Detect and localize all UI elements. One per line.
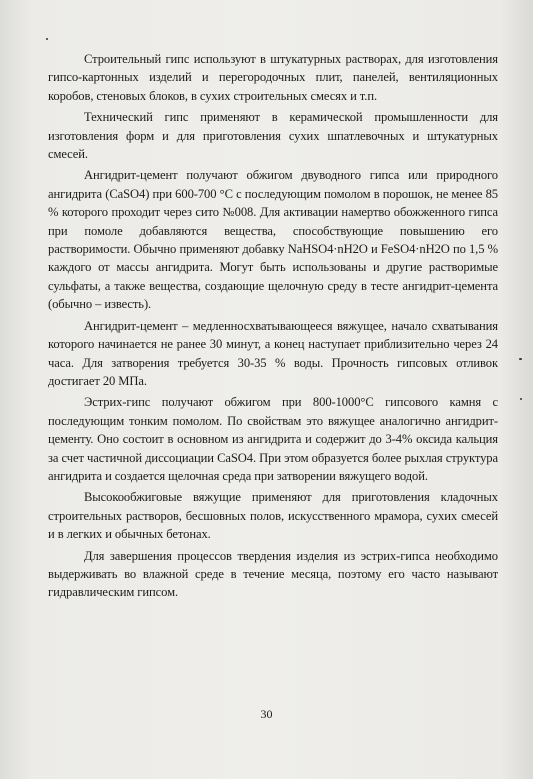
page-number: 30: [260, 707, 273, 721]
paragraph: Ангидрит-цемент получают обжигом двуводного гипса или природного ангидрита (CaSO4) при 600-700 °С с последующим помолом в порошок, не менее 85 % которого проходит через сито №008. Для активации намертво обожженного гипса при помоле добавляются вещества, способствующие повышению его растворимости. Обычно применяют добавку NaHSO4·nH2O и FeSO4·nH2O по 1,5 % каждого от массы ангидрита. Могут быть использованы и другие растворимые сульфаты, а также вещества, создающие щелочную среду в тесте ангидрит-цемента (обычно – известь).: [48, 168, 498, 312]
scan-speck: [46, 38, 48, 40]
scan-speck: [519, 358, 522, 360]
paragraph: Высокообжиговые вяжущие применяют для приготовления кладочных строительных растворов, бесшовных полов, искусственного мрамора, сухих смесей и в легких и обычных бетонах.: [48, 490, 498, 542]
scan-speck: [520, 398, 522, 400]
paragraph: Технический гипс применяют в керамической промышленности для изготовления форм и для приготовления сухих шпатлевочных и штукатурных смесей.: [48, 110, 498, 162]
body-text: [48, 50, 498, 604]
paragraph: Для завершения процессов твердения изделия из эстрих-гипса необходимо выдерживать во влажной среде в течение месяца, поэтому его часто называют гидравлическим гипсом.: [48, 548, 498, 600]
paragraph: Строительный гипс используют в штукатурных растворах, для изготовления гипсо-картонных изделий и перегородочных плит, панелей, вентиляционных коробов, стеновых блоков, в сухих строительных смесях и т.п.: [48, 52, 498, 103]
paragraph: Эстрих-гипс получают обжигом при 800-1000°С гипсового камня с последующим тонким помолом. По свойствам это вяжущее аналогично ангидрит-цементу. Оно состоит в основном из ангидрита и содержит до 3-4% оксида кальция за счет частичной диссоциации CaSO4. При этом образуется более рыхлая структура ангидрита и создается щелочная среда при затворении вяжущего водой.: [48, 395, 498, 483]
paragraph: Ангидрит-цемент – медленносхватывающееся вяжущее, начало схватывания которого начинается не ранее 30 минут, а конец наступает приблизительно через 24 часа. Для затворения требуется 30-35 % воды. Прочность гипсовых отливок достигает 20 МПа.: [48, 318, 498, 388]
